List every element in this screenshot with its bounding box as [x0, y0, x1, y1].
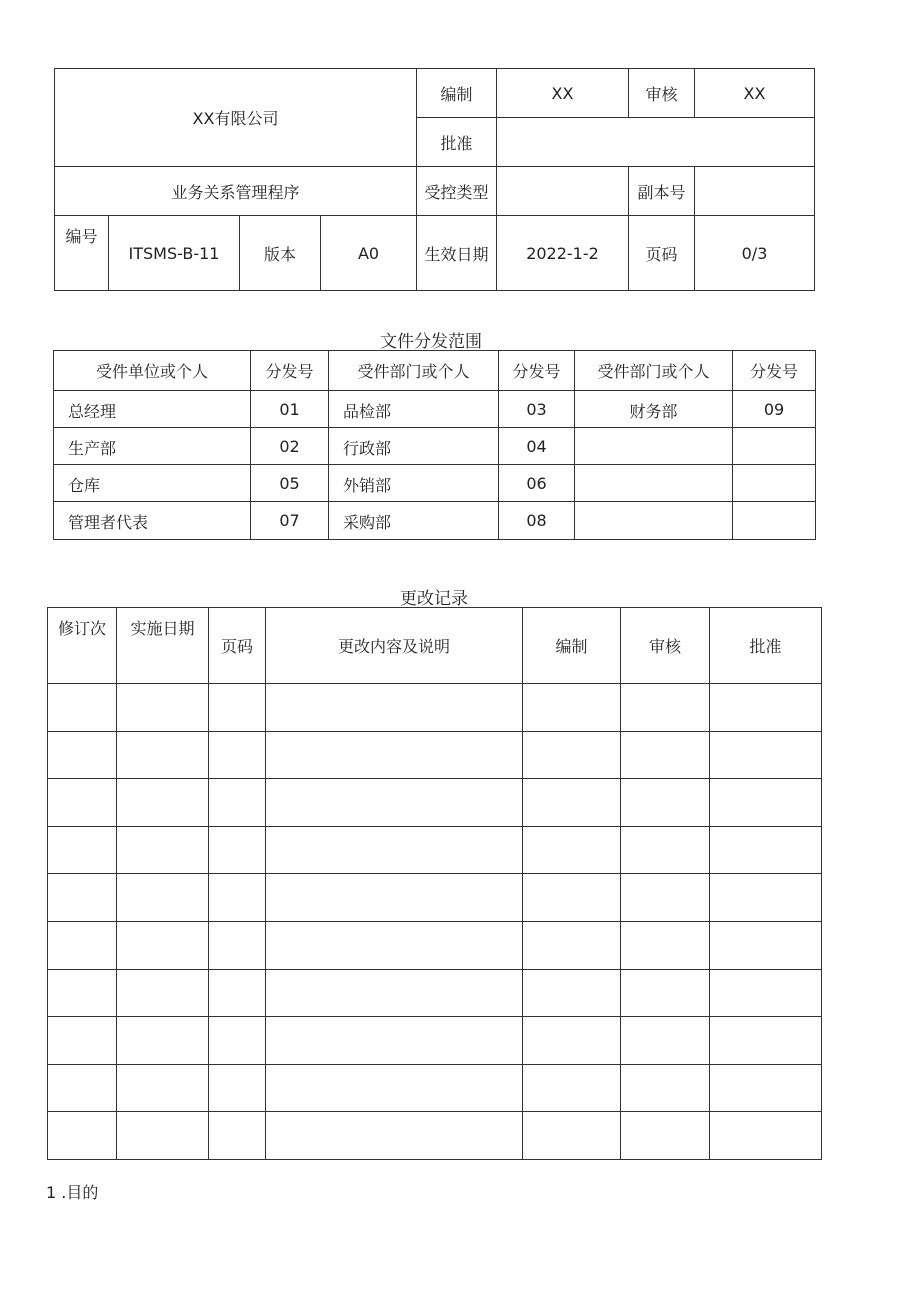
table-cell	[266, 969, 523, 1017]
table-row	[48, 921, 822, 969]
table-cell	[621, 1112, 710, 1160]
recipient: 财务部	[575, 391, 733, 428]
table-cell	[710, 1064, 822, 1112]
table-cell	[48, 874, 117, 922]
company-name: XX有限公司	[55, 69, 417, 167]
table-cell	[710, 969, 822, 1017]
column-header: 更改内容及说明	[266, 608, 523, 684]
table-row	[48, 779, 822, 827]
table-cell	[48, 684, 117, 732]
distribution-table	[53, 350, 816, 540]
recipient	[575, 465, 733, 502]
table-row	[54, 428, 816, 465]
change-record-title: 更改记录	[400, 589, 468, 609]
column-header: 批准	[710, 608, 822, 684]
table-cell	[621, 1064, 710, 1112]
table-cell	[621, 1017, 710, 1065]
table-cell	[48, 1064, 117, 1112]
column-header: 分发号	[499, 351, 575, 391]
document-header-table	[54, 68, 815, 291]
column-header: 编制	[523, 608, 621, 684]
distribution-number: 05	[251, 465, 329, 502]
number-label: 编号	[55, 216, 109, 291]
distribution-number	[733, 502, 816, 540]
table-cell	[621, 921, 710, 969]
table-cell	[621, 779, 710, 827]
table-cell	[266, 1112, 523, 1160]
table-cell	[266, 1064, 523, 1112]
table-cell	[710, 826, 822, 874]
table-row	[48, 1112, 822, 1160]
distribution-number: 08	[499, 502, 575, 540]
table-cell	[48, 969, 117, 1017]
table-cell	[621, 969, 710, 1017]
table-cell	[117, 826, 209, 874]
column-header: 受件部门或个人	[575, 351, 733, 391]
copy-number-label: 副本号	[629, 167, 695, 216]
column-header: 受件部门或个人	[329, 351, 499, 391]
table-cell	[117, 731, 209, 779]
table-cell	[209, 1112, 266, 1160]
recipient: 仓库	[54, 465, 251, 502]
recipient: 采购部	[329, 502, 499, 540]
prepared-label: 编制	[417, 69, 497, 118]
change-record-table	[47, 607, 822, 1160]
table-cell	[523, 874, 621, 922]
table-cell	[710, 684, 822, 732]
table-cell	[209, 1064, 266, 1112]
table-cell	[209, 969, 266, 1017]
table-cell	[209, 731, 266, 779]
table-cell	[621, 826, 710, 874]
table-cell	[621, 731, 710, 779]
table-cell	[117, 1064, 209, 1112]
table-cell	[523, 684, 621, 732]
table-cell	[523, 1064, 621, 1112]
effective-date-label: 生效日期	[417, 216, 497, 291]
table-row	[48, 731, 822, 779]
effective-date-value: 2022-1-2	[497, 216, 629, 291]
distribution-number: 09	[733, 391, 816, 428]
table-cell	[48, 826, 117, 874]
table-cell	[117, 969, 209, 1017]
table-cell	[117, 779, 209, 827]
table-cell	[710, 1112, 822, 1160]
table-cell	[209, 684, 266, 732]
recipient	[575, 502, 733, 540]
table-cell	[710, 921, 822, 969]
distribution-header-row	[54, 351, 816, 391]
distribution-number: 02	[251, 428, 329, 465]
recipient: 管理者代表	[54, 502, 251, 540]
table-cell	[523, 1112, 621, 1160]
table-cell	[621, 874, 710, 922]
table-cell	[48, 731, 117, 779]
table-cell	[523, 1017, 621, 1065]
table-cell	[117, 874, 209, 922]
approve-label: 批准	[417, 118, 497, 167]
distribution-number: 03	[499, 391, 575, 428]
table-row	[48, 826, 822, 874]
distribution-title: 文件分发范围	[380, 332, 482, 352]
table-cell	[48, 1017, 117, 1065]
table-cell	[266, 921, 523, 969]
distribution-number: 07	[251, 502, 329, 540]
table-cell	[523, 969, 621, 1017]
table-row	[48, 874, 822, 922]
prepared-value: XX	[497, 69, 629, 118]
table-cell	[117, 921, 209, 969]
table-cell	[523, 921, 621, 969]
recipient: 总经理	[54, 391, 251, 428]
table-row	[48, 1064, 822, 1112]
column-header: 实施日期	[117, 608, 209, 684]
distribution-number: 06	[499, 465, 575, 502]
recipient: 行政部	[329, 428, 499, 465]
version-label: 版本	[240, 216, 321, 291]
number-value: ITSMS-B-11	[109, 216, 240, 291]
table-cell	[266, 684, 523, 732]
distribution-number	[733, 428, 816, 465]
control-type-value	[497, 167, 629, 216]
table-cell	[621, 684, 710, 732]
table-cell	[523, 779, 621, 827]
table-cell	[209, 1017, 266, 1065]
table-cell	[710, 874, 822, 922]
table-cell	[266, 731, 523, 779]
recipient: 生产部	[54, 428, 251, 465]
control-type-label: 受控类型	[417, 167, 497, 216]
version-value: A0	[321, 216, 417, 291]
approve-value	[497, 118, 815, 167]
column-header: 页码	[209, 608, 266, 684]
table-row	[48, 1017, 822, 1065]
table-cell	[523, 826, 621, 874]
table-row	[48, 969, 822, 1017]
document-title: 业务关系管理程序	[55, 167, 417, 216]
recipient: 品检部	[329, 391, 499, 428]
table-row	[54, 502, 816, 540]
table-cell	[117, 1017, 209, 1065]
table-cell	[710, 731, 822, 779]
recipient: 外销部	[329, 465, 499, 502]
column-header: 受件单位或个人	[54, 351, 251, 391]
table-cell	[266, 1017, 523, 1065]
page-label: 页码	[629, 216, 695, 291]
table-cell	[48, 921, 117, 969]
column-header: 修订次	[48, 608, 117, 684]
column-header: 分发号	[733, 351, 816, 391]
table-cell	[209, 874, 266, 922]
table-cell	[48, 1112, 117, 1160]
copy-number-value	[695, 167, 815, 216]
distribution-number: 04	[499, 428, 575, 465]
table-cell	[266, 874, 523, 922]
table-cell	[117, 684, 209, 732]
table-row	[54, 391, 816, 428]
column-header: 审核	[621, 608, 710, 684]
column-header: 分发号	[251, 351, 329, 391]
table-cell	[266, 779, 523, 827]
table-cell	[710, 779, 822, 827]
review-value: XX	[695, 69, 815, 118]
distribution-number	[733, 465, 816, 502]
table-cell	[266, 826, 523, 874]
recipient	[575, 428, 733, 465]
table-cell	[117, 1112, 209, 1160]
table-cell	[48, 779, 117, 827]
change-record-header-row	[48, 608, 822, 684]
table-cell	[209, 826, 266, 874]
section-heading: 1 .目的	[46, 1183, 99, 1202]
table-cell	[710, 1017, 822, 1065]
review-label: 审核	[629, 69, 695, 118]
table-row	[48, 684, 822, 732]
table-row	[54, 465, 816, 502]
table-cell	[209, 779, 266, 827]
table-cell	[209, 921, 266, 969]
page-value: 0/3	[695, 216, 815, 291]
distribution-number: 01	[251, 391, 329, 428]
table-cell	[523, 731, 621, 779]
